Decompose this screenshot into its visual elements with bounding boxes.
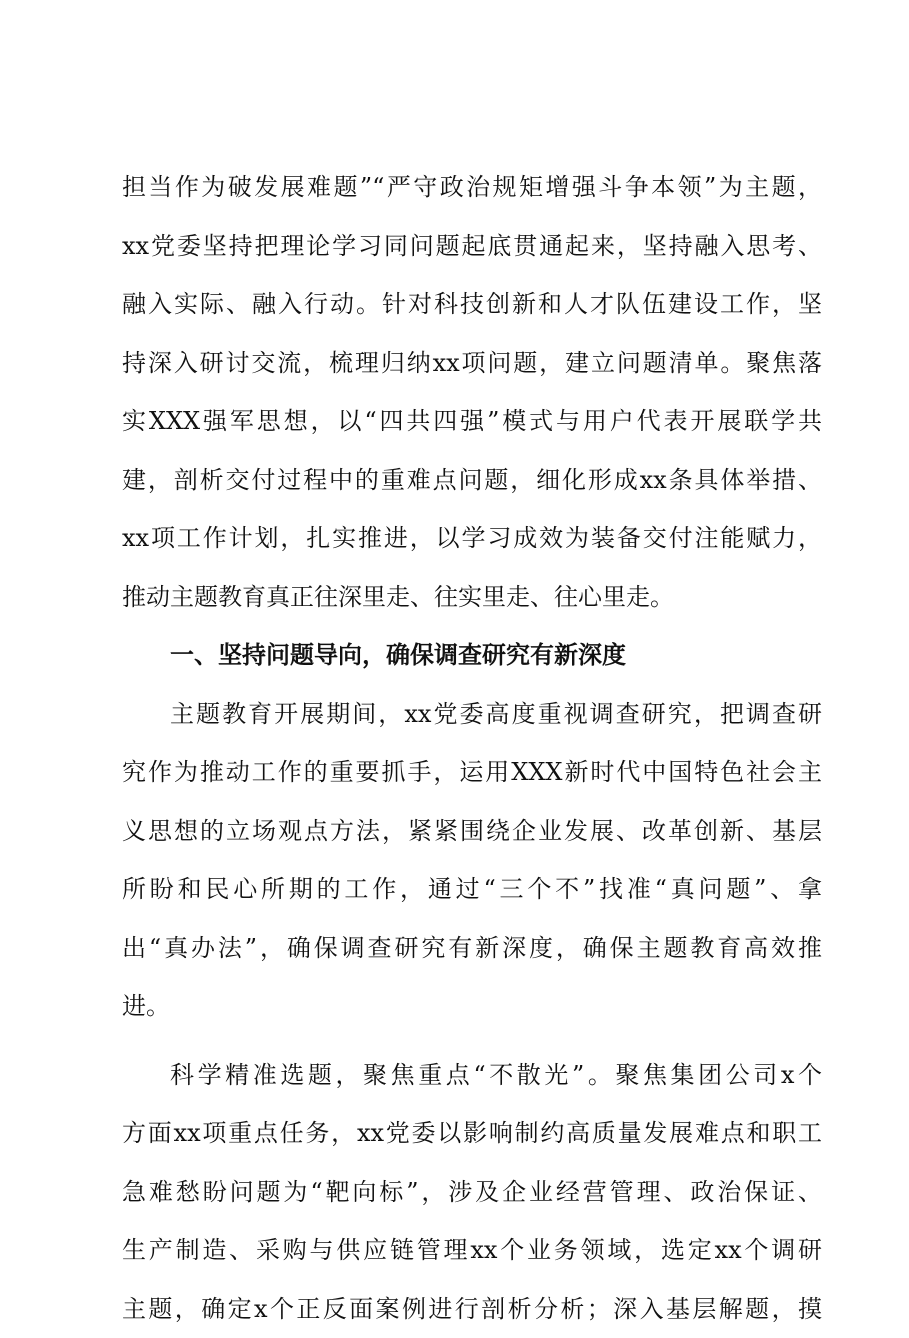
text-line: xx党委坚持把理论学习同问题起底贯通起来，坚持融入思考、 xyxy=(122,217,822,276)
text-line: 急难愁盼问题为“靶向标”，涉及企业经营管理、政治保证、 xyxy=(122,1163,822,1222)
text-line: 主题教育开展期间，xx党委高度重视调查研究，把调查研 xyxy=(122,685,822,744)
text-line: 义思想的立场观点方法，紧紧围绕企业发展、改革创新、基层 xyxy=(122,802,822,861)
text-line: 主题，确定x个正反面案例进行剖析分析；深入基层解题，摸 xyxy=(122,1280,822,1338)
text-line: 所盼和民心所期的工作，通过“三个不”找准“真问题”、拿 xyxy=(122,860,822,919)
text-line: 究作为推动工作的重要抓手，运用XXX新时代中国特色社会主 xyxy=(122,743,822,802)
document-body xyxy=(122,158,822,1338)
text-line: 担当作为破发展难题”“严守政治规矩增强斗争本领”为主题， xyxy=(122,158,822,217)
paragraph-topic-selection xyxy=(122,1046,822,1338)
text-line: 推动主题教育真正往深里走、往实里走、往心里走。 xyxy=(122,568,822,627)
text-line: 实XXX强军思想，以“四共四强”模式与用户代表开展联学共 xyxy=(122,392,822,451)
text-line: 方面xx项重点任务，xx党委以影响制约高质量发展难点和职工 xyxy=(122,1104,822,1163)
text-line: 建，剖析交付过程中的重难点问题，细化形成xx条具体举措、 xyxy=(122,451,822,510)
text-line: 进。 xyxy=(122,977,822,1036)
paragraph-research-intro xyxy=(122,685,822,1036)
text-line: 出“真办法”，确保调查研究有新深度，确保主题教育高效推 xyxy=(122,919,822,978)
paragraph-spacer xyxy=(122,1036,822,1046)
text-line: xx项工作计划，扎实推进，以学习成效为装备交付注能赋力， xyxy=(122,509,822,568)
text-line: 科学精准选题，聚焦重点“不散光”。聚焦集团公司x个 xyxy=(122,1046,822,1105)
text-line: 持深入研讨交流，梳理归纳xx项问题，建立问题清单。聚焦落 xyxy=(122,334,822,393)
paragraph-continuation xyxy=(122,158,822,626)
text-line: 生产制造、采购与供应链管理xx个业务领域，选定xx个调研 xyxy=(122,1221,822,1280)
section-heading: 一、坚持问题导向，确保调查研究有新深度 xyxy=(122,626,822,685)
text-line: 融入实际、融入行动。针对科技创新和人才队伍建设工作，坚 xyxy=(122,275,822,334)
